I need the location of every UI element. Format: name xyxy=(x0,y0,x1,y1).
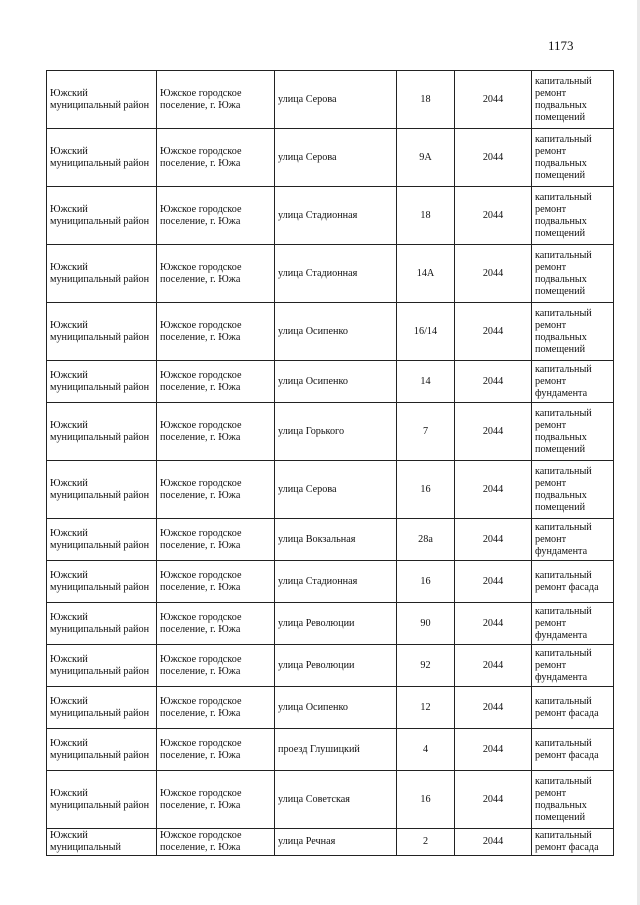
table-row xyxy=(47,519,614,561)
cell-settlement: Южское городское поселение, г. Южа xyxy=(157,245,275,303)
cell-settlement: Южское городское поселение, г. Южа xyxy=(157,829,275,856)
cell-street: улица Осипенко xyxy=(275,687,397,729)
cell-street: улица Стадионная xyxy=(275,245,397,303)
cell-settlement: Южское городское поселение, г. Южа xyxy=(157,771,275,829)
cell-work: капитальный ремонт подвальных помещений xyxy=(532,129,614,187)
cell-district: Южский муниципальный район xyxy=(47,771,157,829)
cell-district: Южский муниципальный район xyxy=(47,71,157,129)
housing-repair-table xyxy=(46,70,614,856)
cell-house: 90 xyxy=(397,603,455,645)
cell-work: капитальный ремонт подвальных помещений xyxy=(532,187,614,245)
cell-district: Южский муниципальный район xyxy=(47,187,157,245)
cell-work: капитальный ремонт фундамента xyxy=(532,519,614,561)
cell-year: 2044 xyxy=(455,687,532,729)
table-row xyxy=(47,729,614,771)
cell-house: 12 xyxy=(397,687,455,729)
cell-settlement: Южское городское поселение, г. Южа xyxy=(157,603,275,645)
cell-district: Южский муниципальный район xyxy=(47,729,157,771)
cell-house: 14А xyxy=(397,245,455,303)
cell-work: капитальный ремонт подвальных помещений xyxy=(532,403,614,461)
cell-house: 16 xyxy=(397,461,455,519)
cell-year: 2044 xyxy=(455,245,532,303)
cell-street: улица Революции xyxy=(275,603,397,645)
table-row xyxy=(47,645,614,687)
cell-year: 2044 xyxy=(455,71,532,129)
table-row xyxy=(47,403,614,461)
cell-settlement: Южское городское поселение, г. Южа xyxy=(157,645,275,687)
cell-work: капитальный ремонт фасада xyxy=(532,729,614,771)
cell-street: улица Речная xyxy=(275,829,397,856)
cell-settlement: Южское городское поселение, г. Южа xyxy=(157,403,275,461)
cell-house: 16 xyxy=(397,561,455,603)
table-row xyxy=(47,303,614,361)
cell-house: 14 xyxy=(397,361,455,403)
page-number: 1173 xyxy=(548,38,574,53)
cell-district: Южский муниципальный район xyxy=(47,303,157,361)
table-body xyxy=(47,71,614,856)
cell-work: капитальный ремонт фасада xyxy=(532,829,614,856)
cell-year: 2044 xyxy=(455,129,532,187)
cell-settlement: Южское городское поселение, г. Южа xyxy=(157,129,275,187)
cell-house: 92 xyxy=(397,645,455,687)
cell-house: 7 xyxy=(397,403,455,461)
cell-work: капитальный ремонт подвальных помещений xyxy=(532,71,614,129)
cell-year: 2044 xyxy=(455,303,532,361)
cell-house: 28а xyxy=(397,519,455,561)
cell-year: 2044 xyxy=(455,461,532,519)
cell-street: улица Серова xyxy=(275,71,397,129)
cell-work: капитальный ремонт подвальных помещений xyxy=(532,245,614,303)
cell-settlement: Южское городское поселение, г. Южа xyxy=(157,729,275,771)
cell-settlement: Южское городское поселение, г. Южа xyxy=(157,519,275,561)
cell-district: Южский муниципальный район xyxy=(47,519,157,561)
cell-work: капитальный ремонт фасада xyxy=(532,561,614,603)
cell-settlement: Южское городское поселение, г. Южа xyxy=(157,361,275,403)
table-row xyxy=(47,361,614,403)
cell-street: улица Революции xyxy=(275,645,397,687)
cell-house: 16/14 xyxy=(397,303,455,361)
table-row xyxy=(47,829,614,856)
cell-year: 2044 xyxy=(455,729,532,771)
cell-street: улица Стадионная xyxy=(275,561,397,603)
cell-settlement: Южское городское поселение, г. Южа xyxy=(157,187,275,245)
cell-year: 2044 xyxy=(455,771,532,829)
cell-settlement: Южское городское поселение, г. Южа xyxy=(157,461,275,519)
table-row xyxy=(47,771,614,829)
cell-house: 18 xyxy=(397,187,455,245)
cell-settlement: Южское городское поселение, г. Южа xyxy=(157,71,275,129)
table-row xyxy=(47,561,614,603)
cell-district: Южский муниципальный xyxy=(47,829,157,856)
cell-district: Южский муниципальный район xyxy=(47,561,157,603)
cell-street: улица Осипенко xyxy=(275,303,397,361)
cell-district: Южский муниципальный район xyxy=(47,245,157,303)
cell-work: капитальный ремонт фундамента xyxy=(532,603,614,645)
cell-year: 2044 xyxy=(455,829,532,856)
table-row xyxy=(47,687,614,729)
cell-district: Южский муниципальный район xyxy=(47,461,157,519)
cell-district: Южский муниципальный район xyxy=(47,687,157,729)
cell-work: капитальный ремонт подвальных помещений xyxy=(532,303,614,361)
cell-house: 4 xyxy=(397,729,455,771)
cell-year: 2044 xyxy=(455,603,532,645)
cell-house: 16 xyxy=(397,771,455,829)
table-row xyxy=(47,603,614,645)
cell-district: Южский муниципальный район xyxy=(47,361,157,403)
table-row xyxy=(47,187,614,245)
cell-house: 9А xyxy=(397,129,455,187)
table-row xyxy=(47,71,614,129)
cell-house: 18 xyxy=(397,71,455,129)
cell-year: 2044 xyxy=(455,361,532,403)
cell-street: улица Серова xyxy=(275,461,397,519)
cell-work: капитальный ремонт фундамента xyxy=(532,361,614,403)
cell-year: 2044 xyxy=(455,561,532,603)
cell-settlement: Южское городское поселение, г. Южа xyxy=(157,303,275,361)
cell-district: Южский муниципальный район xyxy=(47,603,157,645)
cell-year: 2044 xyxy=(455,645,532,687)
cell-district: Южский муниципальный район xyxy=(47,129,157,187)
table-row xyxy=(47,461,614,519)
cell-street: улица Серова xyxy=(275,129,397,187)
cell-settlement: Южское городское поселение, г. Южа xyxy=(157,687,275,729)
cell-year: 2044 xyxy=(455,519,532,561)
cell-street: улица Стадионная xyxy=(275,187,397,245)
cell-house: 2 xyxy=(397,829,455,856)
cell-street: улица Вокзальная xyxy=(275,519,397,561)
cell-street: проезд Глушицкий xyxy=(275,729,397,771)
cell-district: Южский муниципальный район xyxy=(47,403,157,461)
cell-work: капитальный ремонт подвальных помещений xyxy=(532,461,614,519)
cell-settlement: Южское городское поселение, г. Южа xyxy=(157,561,275,603)
cell-street: улица Осипенко xyxy=(275,361,397,403)
table-row xyxy=(47,245,614,303)
cell-work: капитальный ремонт фасада xyxy=(532,687,614,729)
cell-year: 2044 xyxy=(455,187,532,245)
cell-work: капитальный ремонт подвальных помещений xyxy=(532,771,614,829)
cell-district: Южский муниципальный район xyxy=(47,645,157,687)
cell-year: 2044 xyxy=(455,403,532,461)
cell-street: улица Советская xyxy=(275,771,397,829)
cell-work: капитальный ремонт фундамента xyxy=(532,645,614,687)
cell-street: улица Горького xyxy=(275,403,397,461)
table-row xyxy=(47,129,614,187)
